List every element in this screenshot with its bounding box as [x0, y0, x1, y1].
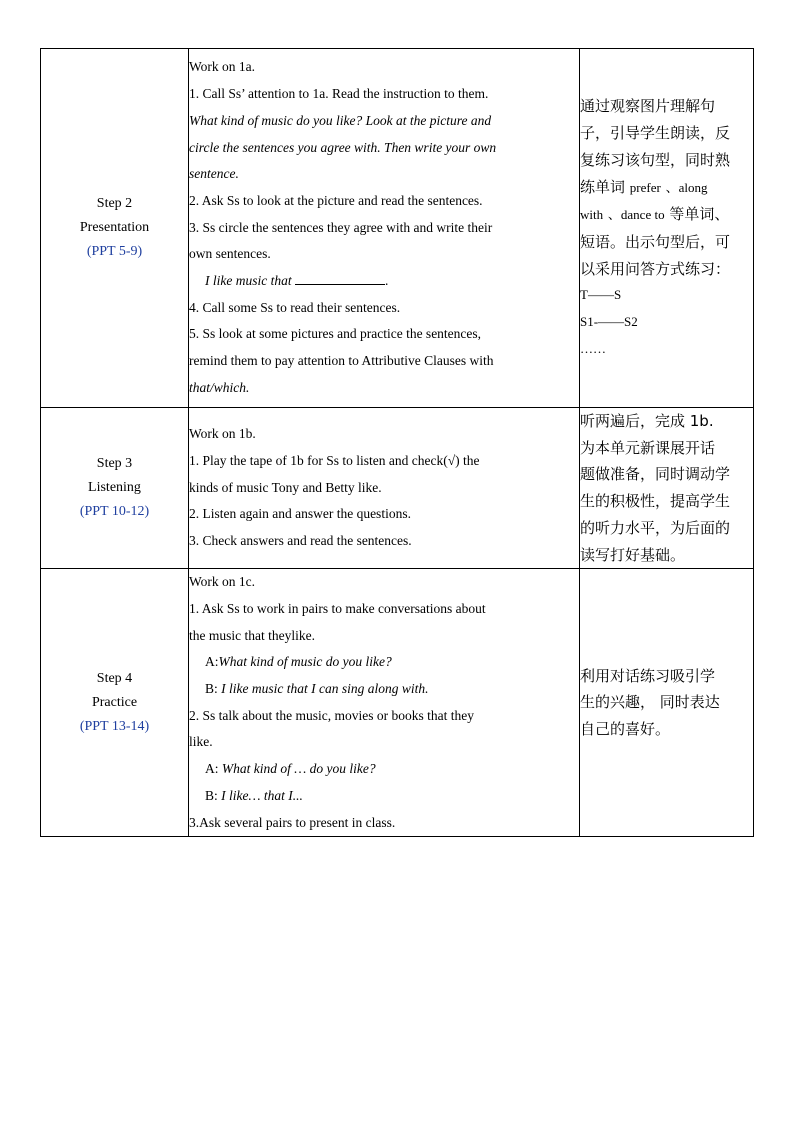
note-line: T——S	[580, 287, 622, 303]
note-line: ……	[580, 340, 606, 356]
activity-line: 3. Ss circle the sentences they agree with and write their	[189, 219, 493, 235]
activity-line: What kind of music do you like? Look at the picture and	[189, 112, 492, 128]
note-line: 通过观察图片理解句	[580, 97, 716, 116]
activity-line: 2. Ss talk about the music, movies or books that they	[189, 707, 474, 723]
note-line: 的听力水平，为后面的	[580, 518, 731, 537]
note-line: 题做准备，同时调动学	[580, 465, 731, 484]
activity-line: own sentences.	[189, 246, 271, 262]
step-cell	[41, 408, 189, 569]
note-line: 读写打好基础。	[580, 545, 686, 564]
activity-line: like.	[189, 734, 213, 750]
table-row-step-3	[41, 408, 754, 569]
lesson-plan-table	[40, 48, 754, 837]
sentence-frame: I like music that	[205, 273, 292, 289]
note-line: 自己的喜好。	[580, 720, 671, 739]
step-cell	[41, 569, 189, 837]
speaker-label: B:	[205, 787, 218, 803]
activity-line: 4. Call some Ss to read their sentences.	[189, 299, 401, 315]
note-line: 复练习该句型，同时熟	[580, 150, 731, 169]
note-word: prefer	[629, 179, 661, 195]
note-line: 利用对话练习吸引学	[580, 666, 716, 685]
activity-line: 5. Ss look at some pictures and practice the sentences,	[189, 326, 482, 342]
activity-cell	[189, 49, 580, 408]
activity-line: Work on 1a.	[189, 59, 256, 75]
speaker-label: B:	[205, 681, 218, 697]
activity-line: that/which.	[189, 379, 250, 395]
note-line: 子，引导学生朗读，反	[580, 124, 731, 143]
speaker-label: A:	[205, 761, 219, 777]
note-line: 生的积极性，提高学生	[580, 492, 731, 511]
note-cell	[580, 49, 754, 408]
dialogue-line: I like… that I...	[221, 787, 303, 803]
note-line: 为本单元新课展开话	[580, 438, 716, 457]
step-phase: Listening	[88, 480, 141, 496]
step-phase: Presentation	[79, 220, 150, 235]
note-cell	[580, 408, 754, 569]
activity-line: Work on 1b.	[189, 426, 256, 442]
sentence-end: .	[384, 273, 389, 289]
note-line: 听两遍后，完成 1b.	[580, 412, 714, 430]
activity-line: the music that theylike.	[189, 627, 315, 643]
note-word: 、along	[665, 179, 708, 195]
note-line: 以采用问答方式练习：	[580, 259, 731, 278]
note-line: 练单词	[580, 177, 626, 196]
table-row-step-4	[41, 569, 754, 837]
note-line: 短语。出示句型后，可	[580, 233, 731, 251]
speaker-label: A:	[205, 654, 219, 670]
activity-line: kinds of music Tony and Betty like.	[189, 479, 382, 495]
dialogue-line: What kind of … do you like?	[221, 761, 376, 777]
step-number: Step 2	[96, 196, 133, 211]
activity-line: circle the sentences you agree with. Then write your own	[189, 139, 497, 155]
dialogue-line: I like music that I can sing along with.	[221, 681, 429, 697]
note-line: 等单词、	[669, 205, 730, 224]
activity-line: 1. Play the tape of 1b for Ss to listen and check(√) the	[189, 453, 480, 469]
fill-in-blank	[295, 272, 385, 285]
activity-line: 2. Listen again and answer the questions.	[189, 506, 411, 522]
activity-line: 1. Ask Ss to work in pairs to make conversations about	[189, 600, 486, 616]
activity-line: 2. Ask Ss to look at the picture and read the sentences.	[189, 192, 483, 208]
ppt-range: (PPT 10-12)	[79, 504, 150, 520]
step-number: Step 3	[96, 456, 133, 472]
note-line: S1-——S2	[580, 314, 638, 330]
step-cell	[41, 49, 189, 408]
note-cell	[580, 569, 754, 837]
step-number: Step 4	[96, 670, 133, 686]
activity-line: Work on 1c.	[189, 574, 256, 590]
activity-line: sentence.	[189, 166, 239, 182]
note-word: with	[580, 207, 604, 223]
table-row-step-2	[41, 49, 754, 408]
ppt-range: (PPT 13-14)	[79, 718, 150, 734]
ppt-range: (PPT 5-9)	[86, 244, 143, 259]
activity-line: 3.Ask several pairs to present in class.	[189, 814, 396, 830]
activity-line: 1. Call Ss’ attention to 1a. Read the instruction to them.	[189, 86, 489, 102]
note-line: 生的兴趣， 同时表达	[580, 693, 720, 712]
activity-line: remind them to pay attention to Attributive Clauses with	[189, 353, 494, 369]
activity-cell	[189, 569, 580, 837]
activity-cell	[189, 408, 580, 569]
activity-line: 3. Check answers and read the sentences.	[189, 533, 412, 549]
note-word: 、dance to	[607, 207, 665, 223]
dialogue-line: What kind of music do you like?	[218, 654, 392, 670]
step-phase: Practice	[91, 694, 138, 710]
